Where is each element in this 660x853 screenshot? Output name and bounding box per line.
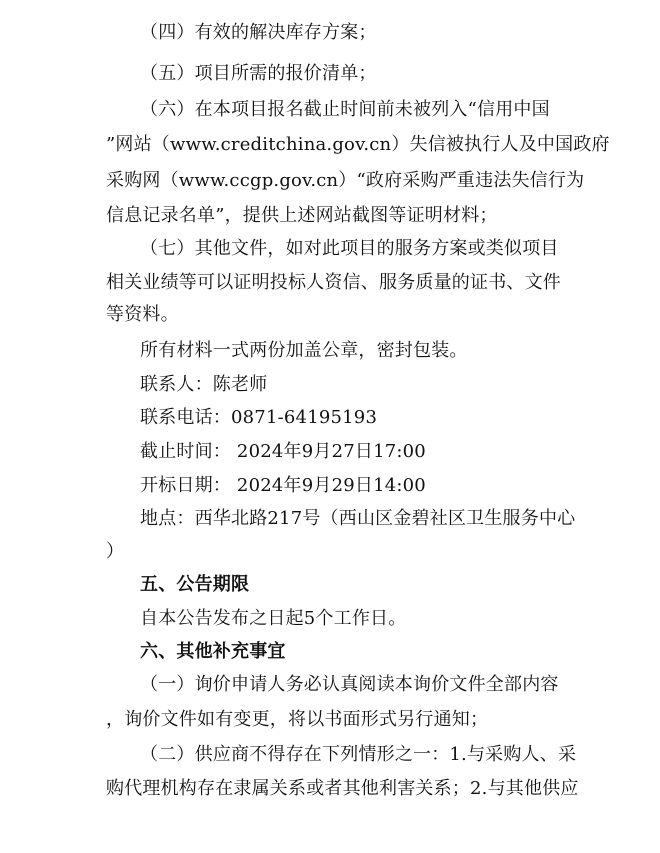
contact-phone: 联系电话：0871-64195193 bbox=[140, 407, 378, 428]
section-6-item-1-line-2: ，询价文件如有变更，将以书面形式另行通知； bbox=[106, 709, 489, 730]
item-4: （四）有效的解决库存方案； bbox=[140, 22, 377, 43]
section-6-item-2-line-1: （二）供应商不得存在下列情形之一：1.与采购人、采 bbox=[140, 744, 577, 765]
materials-note: 所有材料一式两份加盖公章，密封包装。 bbox=[140, 340, 468, 361]
section-6-item-1-line-1: （一）询价申请人务必认真阅读本询价文件全部内容 bbox=[140, 674, 559, 695]
item-6-line-1: （六）在本项目报名截止时间前未被列入“信用中国 bbox=[140, 99, 550, 120]
item-7-line-2: 相关业绩等可以证明投标人资信、服务质量的证书、文件 bbox=[106, 272, 561, 293]
section-5-heading: 五、公告期限 bbox=[140, 574, 250, 595]
item-5: （五）项目所需的报价清单； bbox=[140, 63, 377, 84]
location-line-1: 地点：西华北路217号（西山区金碧社区卫生服务中心 bbox=[140, 508, 576, 529]
contact-person: 联系人：陈老师 bbox=[140, 374, 268, 395]
section-6-item-2-line-2: 购代理机构存在隶属关系或者其他利害关系；2.与其他供应 bbox=[106, 778, 579, 799]
opening-date: 开标日期： 2024年9月29日14:00 bbox=[140, 475, 426, 496]
item-7-line-3: 等资料。 bbox=[106, 304, 179, 325]
item-6-line-3: 采购网（www.ccgp.gov.cn）“政府采购严重违法失信行为 bbox=[106, 170, 585, 191]
deadline: 截止时间： 2024年9月27日17:00 bbox=[140, 441, 426, 462]
section-6-heading: 六、其他补充事宜 bbox=[140, 641, 286, 662]
item-6-line-2: ”网站（www.creditchina.gov.cn）失信被执行人及中国政府 bbox=[106, 134, 610, 155]
location-line-2: ） bbox=[106, 541, 125, 562]
item-6-line-4: 信息记录名单”，提供上述网站截图等证明材料； bbox=[106, 205, 498, 226]
item-7-line-1: （七）其他文件，如对此项目的服务方案或类似项目 bbox=[140, 238, 559, 259]
section-5-text: 自本公告发布之日起5个工作日。 bbox=[140, 608, 407, 629]
